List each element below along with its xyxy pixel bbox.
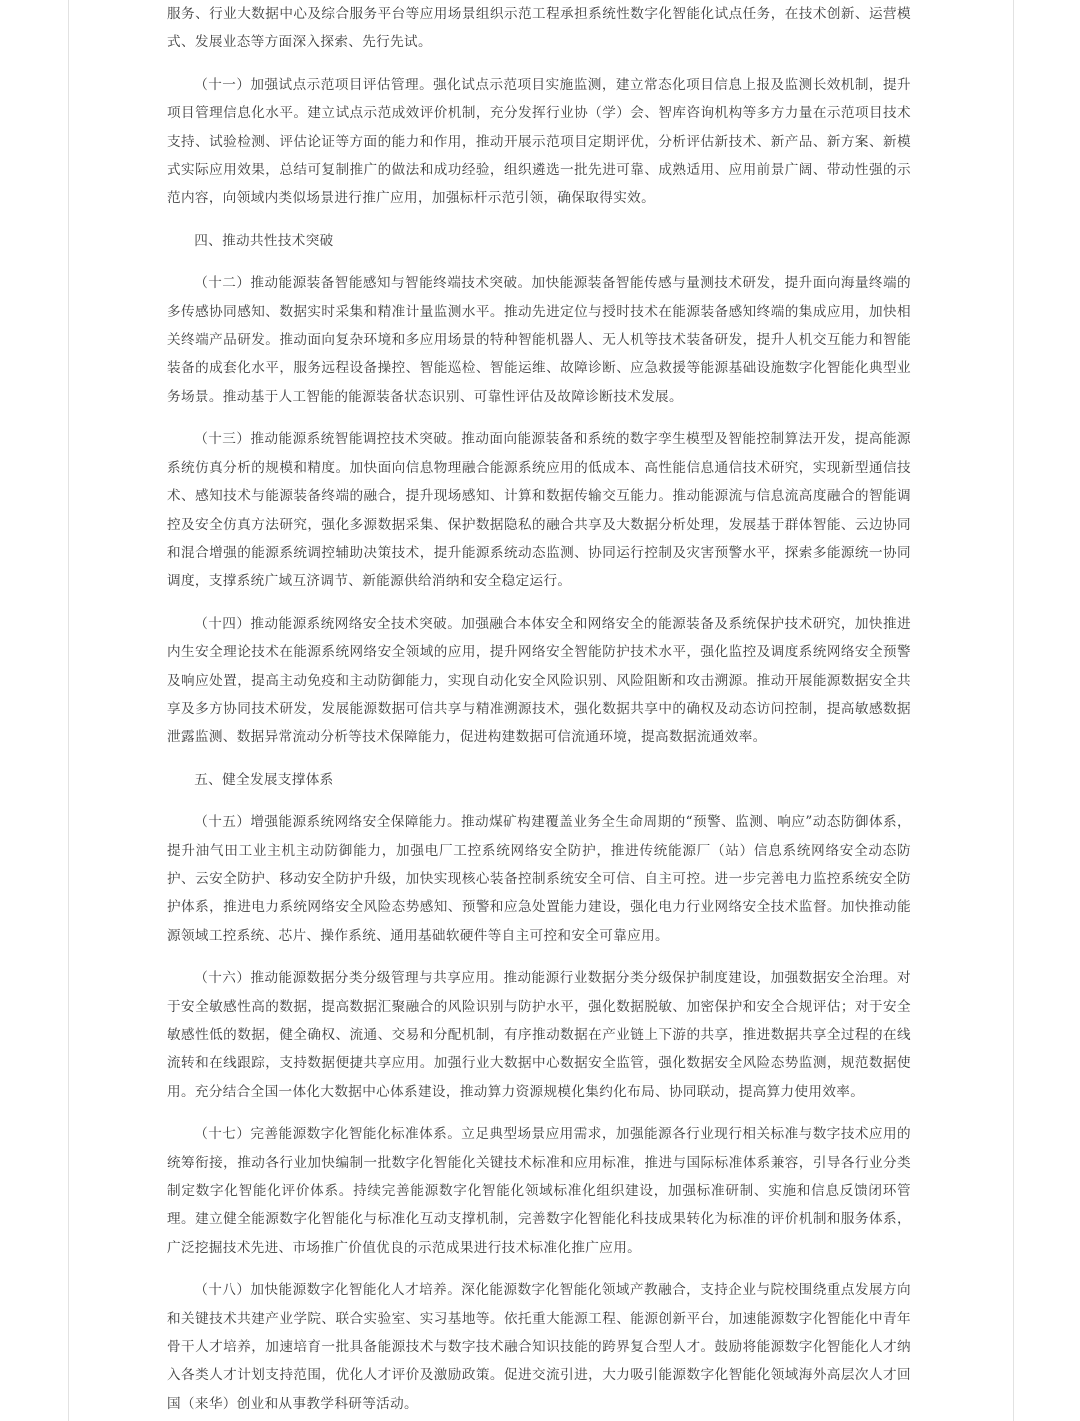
paragraph-18: （十八）加快能源数字化智能化人才培养。深化能源数字化智能化领域产教融合，支持企业与院校围绕重点发展方向和关键技术共建产业学院、联合实验室、实习基地等。依托重大能源工程、能源创新平台，加速能源数字化智能化中青年骨干人才培养，加速培育一批具备能源技术与数字技术融合知识技能的跨界复合型人才。鼓励将能源数字化智能化人才纳入各类人才计划支持范围，优化人才评价及激励政策。促进交流引进，大力吸引能源数字化智能化领域海外高层次人才回国（来华）创业和从事教学科研等活动。 xyxy=(167,1282,911,1412)
paragraph-15: （十五）增强能源系统网络安全保障能力。推动煤矿构建覆盖业务全生命周期的“预警、监测、响应”动态防御体系，提升油气田工业主机主动防御能力，加强电厂工控系统网络安全防护，推进传统能源厂（站）信息系统网络安全动态防护、云安全防护、移动安全防护升级，加快实现核心装备控制系统安全可信、自主可控。进一步完善电力监控系统安全防护体系，推进电力系统网络安全风险态势感知、预警和应急处置能力建设，强化电力行业网络安全技术监督。加快推动能源领域工控系统、芯片、操作系统、通用基础软硬件等自主可控和安全可靠应用。 xyxy=(167,814,911,944)
paragraph-13: （十三）推动能源系统智能调控技术突破。推动面向能源装备和系统的数字孪生模型及智能控制算法开发，提高能源系统仿真分析的规模和精度。加快面向信息物理融合能源系统应用的低成本、高性能信息通信技术研究，实现新型通信技术、感知技术与能源装备终端的融合，提升现场感知、计算和数据传输交互能力。推动能源流与信息流高度融合的智能调控及安全仿真方法研究，强化多源数据采集、保护数据隐私的融合共享及大数据分析处理，发展基于群体智能、云边协同和混合增强的能源系统调控辅助决策技术，提升能源系统动态监测、协同运行控制及灾害预警水平，探索多能源统一协同调度，支撑系统广域互济调节、新能源供给消纳和安全稳定运行。 xyxy=(167,431,911,590)
document-page xyxy=(68,0,1014,1421)
paragraph-16: （十六）推动能源数据分类分级管理与共享应用。推动能源行业数据分类分级保护制度建设，加强数据安全治理。对于安全敏感性高的数据，提高数据汇聚融合的风险识别与防护水平，强化数据脱敏、加密保护和安全合规评估；对于安全敏感性低的数据，健全确权、流通、交易和分配机制，有序推动数据在产业链上下游的共享，推进数据共享全过程的在线流转和在线跟踪，支持数据便捷共享应用。加强行业大数据中心数据安全监管，强化数据安全风险态势监测，规范数据使用。充分结合全国一体化大数据中心体系建设，推动算力资源规模化集约化布局、协同联动，提高算力使用效率。 xyxy=(167,970,911,1100)
paragraph-11: （十一）加强试点示范项目评估管理。强化试点示范项目实施监测，建立常态化项目信息上报及监测长效机制，提升项目管理信息化水平。建立试点示范成效评价机制，充分发挥行业协（学）会、智库咨询机构等多方力量在示范项目技术支持、试验检测、评估论证等方面的能力和作用，推动开展示范项目定期评优，分析评估新技术、新产品、新方案、新模式实际应用效果，总结可复制推广的做法和成功经验，组织遴选一批先进可靠、成熟适用、应用前景广阔、带动性强的示范内容，向领域内类似场景进行推广应用，加强标杆示范引领，确保取得实效。 xyxy=(167,76,911,207)
paragraph-14: （十四）推动能源系统网络安全技术突破。加强融合本体安全和网络安全的能源装备及系统保护技术研究，加快推进内生安全理论技术在能源系统网络安全领域的应用，提升网络安全智能防护技术水平，强化监控及调度系统网络安全预警及响应处置，提高主动免疫和主动防御能力，实现自动化安全风险识别、风险阻断和攻击溯源。推动开展能源数据安全共享及多方协同技术研发，发展能源数据可信共享与精准溯源技术，强化数据共享中的确权及动态访问控制，提高敏感数据泄露监测、数据异常流动分析等技术保障能力，促进构建数据可信流通环境，提高数据流通效率。 xyxy=(167,615,911,746)
paragraph-17: （十七）完善能源数字化智能化标准体系。立足典型场景应用需求，加强能源各行业现行相关标准与数字技术应用的统筹衔接，推动各行业加快编制一批数字化智能化关键技术标准和应用标准，推进与国际标准体系兼容，引导各行业分类制定数字化智能化评价体系。持续完善能源数字化智能化领域标准化组织建设，加强标准研制、实施和信息反馈闭环管理。建立健全能源数字化智能化与标准化互动支撑机制，完善数字化智能化科技成果转化为标准的评价机制和服务体系，广泛挖掘技术先进、市场推广价值优良的示范成果进行技术标准化推广应用。 xyxy=(167,1126,911,1256)
document-body xyxy=(167,0,911,1418)
paragraph-continuation: 服务、行业大数据中心及综合服务平台等应用场景组织示范工程承担系统性数字化智能化试点任务，在技术创新、运营模式、发展业态等方面深入探索、先行先试。 xyxy=(167,6,911,51)
section-heading-4: 四、推动共性技术突破 xyxy=(194,232,334,249)
section-heading-5: 五、健全发展支撑体系 xyxy=(194,771,334,788)
paragraph-12: （十二）推动能源装备智能感知与智能终端技术突破。加快能源装备智能传感与量测技术研发，提升面向海量终端的多传感协同感知、数据实时采集和精准计量监测水平。推动先进定位与授时技术在能源装备感知终端的集成应用，加快相关终端产品研发。推动面向复杂环境和多应用场景的特种智能机器人、无人机等技术装备研发，提升人机交互能力和智能装备的成套化水平，服务远程设备操控、智能巡检、智能运维、故障诊断、应急救援等能源基础设施数字化智能化典型业务场景。推动基于人工智能的能源装备状态识别、可靠性评估及故障诊断技术发展。 xyxy=(167,275,911,405)
